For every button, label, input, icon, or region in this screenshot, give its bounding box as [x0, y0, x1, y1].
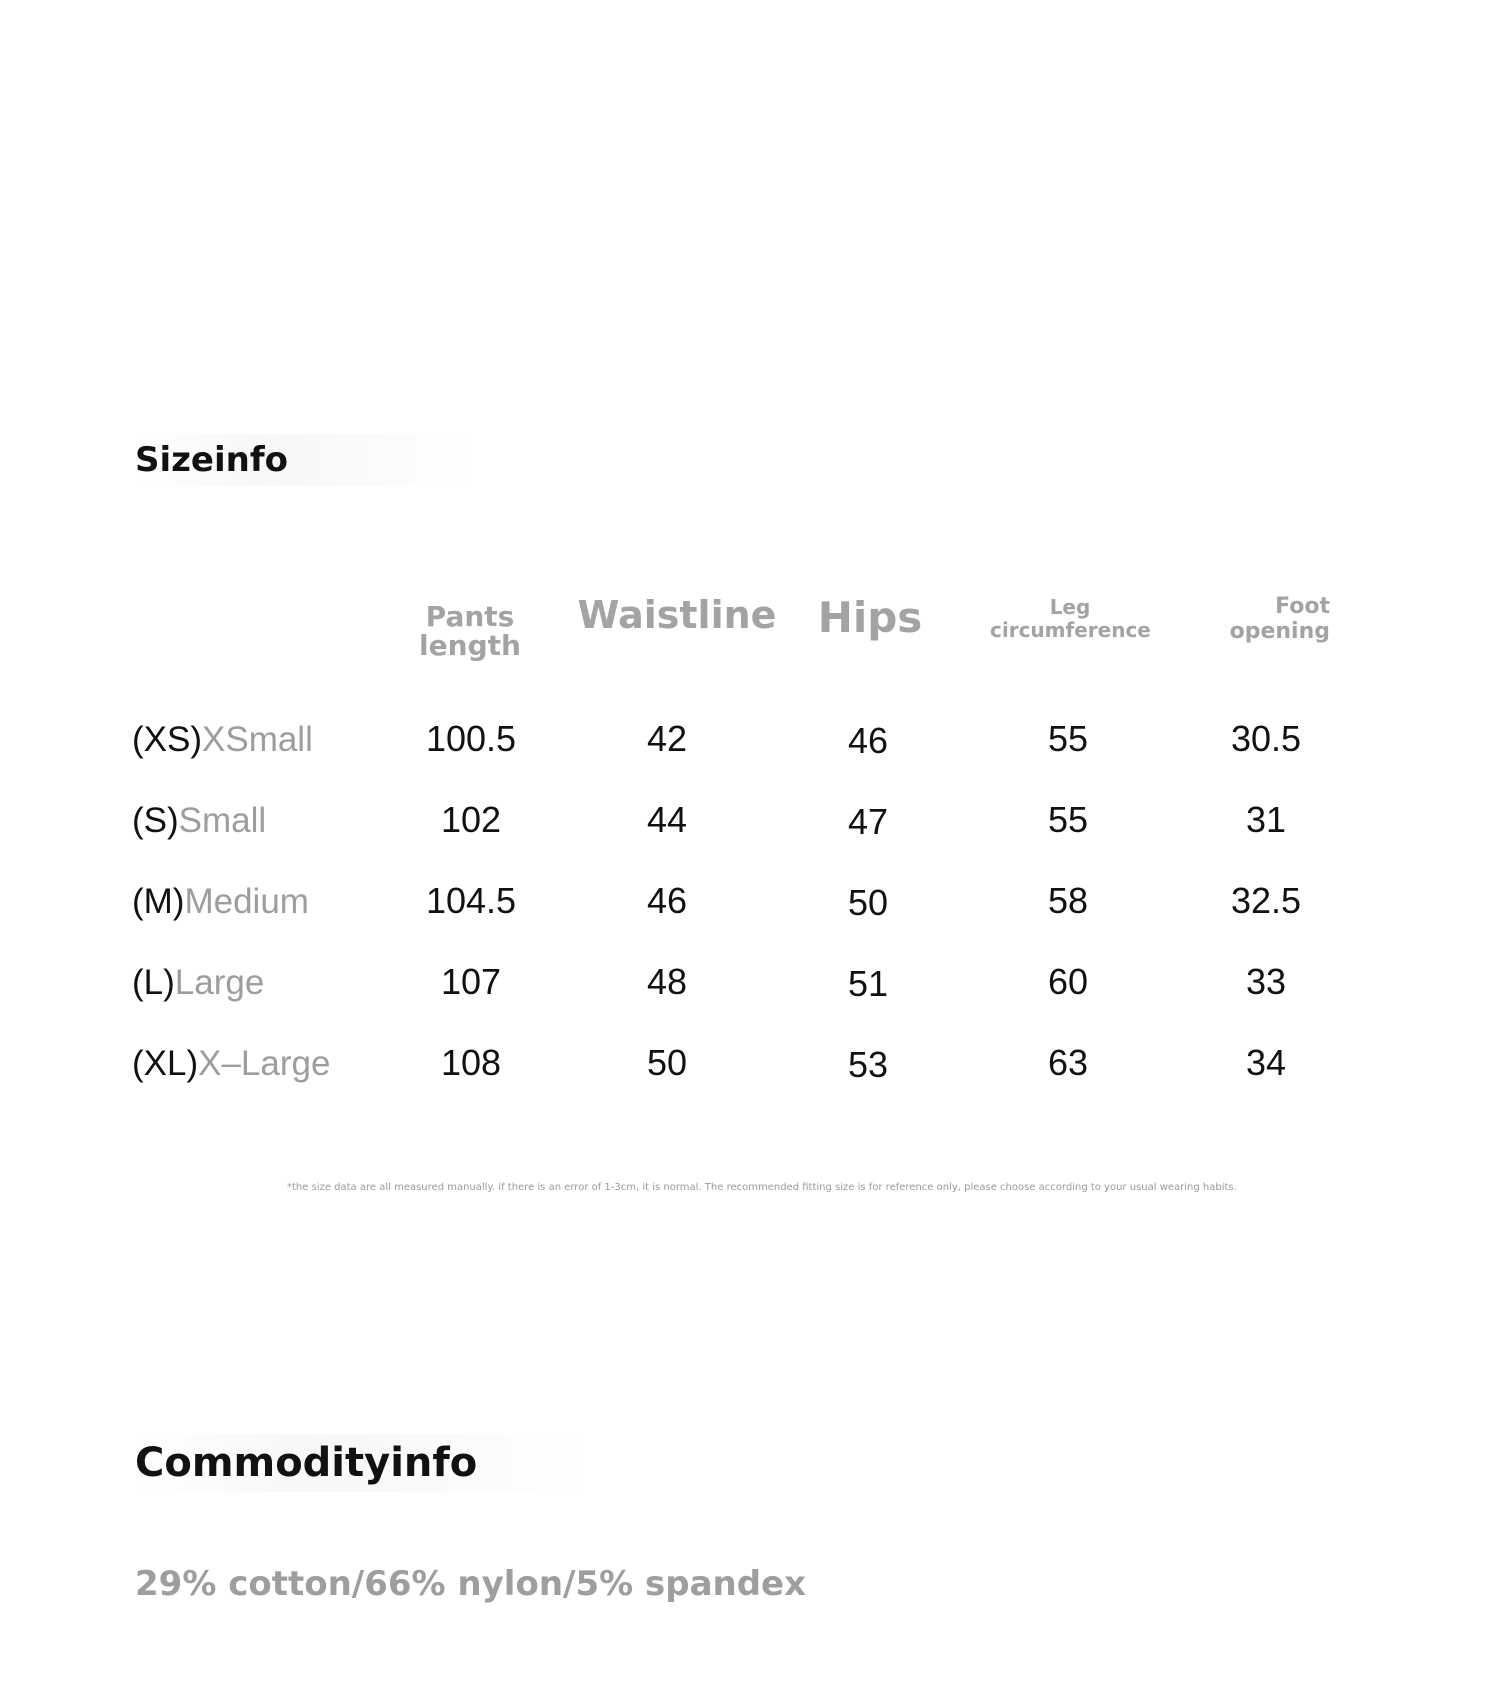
- cell-waistline: 48: [646, 961, 688, 1002]
- cell-foot-opening: 34: [1245, 1042, 1287, 1083]
- header-foot-opening: [1190, 594, 1330, 645]
- size-label: [132, 882, 309, 922]
- header-waistline: Waistline: [577, 593, 777, 637]
- size-name: XSmall: [202, 720, 313, 759]
- header-leg-line1: Leg: [1049, 595, 1091, 619]
- header-pants-length: Pants length: [419, 600, 521, 663]
- cell-pants-length: 107: [440, 961, 502, 1002]
- size-code: (XL): [132, 1044, 199, 1083]
- size-label: [132, 720, 313, 760]
- size-code: (S): [132, 801, 179, 840]
- cell-foot-opening: 30.5: [1230, 718, 1302, 759]
- cell-waistline: 44: [646, 799, 688, 840]
- size-code: (XS): [132, 720, 202, 759]
- sizeinfo-title: Sizeinfo: [135, 434, 473, 486]
- size-label: [132, 801, 266, 841]
- header-foot-line1: Foot: [1275, 594, 1330, 619]
- header-foot-line2: opening: [1229, 619, 1330, 645]
- size-name: X–Large: [198, 1044, 331, 1083]
- cell-waistline: 42: [646, 718, 688, 759]
- cell-foot-opening: 31: [1245, 799, 1287, 840]
- cell-waistline: 50: [646, 1042, 688, 1083]
- cell-foot-opening: 32.5: [1230, 880, 1302, 921]
- size-name: Large: [174, 963, 265, 1002]
- cell-leg-circumference: 60: [1047, 961, 1089, 1002]
- size-code: (M): [132, 882, 185, 921]
- cell-leg-circumference: 55: [1047, 799, 1089, 840]
- size-disclaimer: *the size data are all measured manually. if there is an error of 1-3cm, it is normal. The recommended fitting size is for reference only, please choose according to your usual wearing habits.: [287, 1182, 1237, 1193]
- commodityinfo-title: Commodityinfo: [135, 1434, 588, 1492]
- size-code: (L): [132, 963, 175, 1002]
- cell-hips: 50: [847, 882, 889, 923]
- size-name: Medium: [184, 882, 309, 921]
- cell-hips: 46: [847, 720, 889, 761]
- cell-leg-circumference: 58: [1047, 880, 1089, 921]
- cell-foot-opening: 33: [1245, 961, 1287, 1002]
- cell-hips: 53: [847, 1044, 889, 1085]
- size-label: [132, 1044, 330, 1084]
- cell-pants-length: 104.5: [425, 880, 517, 921]
- cell-pants-length: 100.5: [425, 718, 517, 759]
- header-hips: Hips: [817, 593, 923, 642]
- cell-pants-length: 102: [440, 799, 502, 840]
- size-name: Small: [178, 801, 267, 840]
- cell-leg-circumference: 63: [1047, 1042, 1089, 1083]
- header-leg-circumference: [990, 596, 1150, 642]
- size-label: [132, 963, 264, 1003]
- cell-pants-length: 108: [440, 1042, 502, 1083]
- fabric-composition: 29% cotton/66% nylon/5% spandex: [135, 1564, 807, 1604]
- cell-hips: 51: [847, 963, 889, 1004]
- cell-leg-circumference: 55: [1047, 718, 1089, 759]
- cell-waistline: 46: [646, 880, 688, 921]
- cell-hips: 47: [847, 801, 889, 842]
- header-leg-line2: circumference: [990, 618, 1151, 642]
